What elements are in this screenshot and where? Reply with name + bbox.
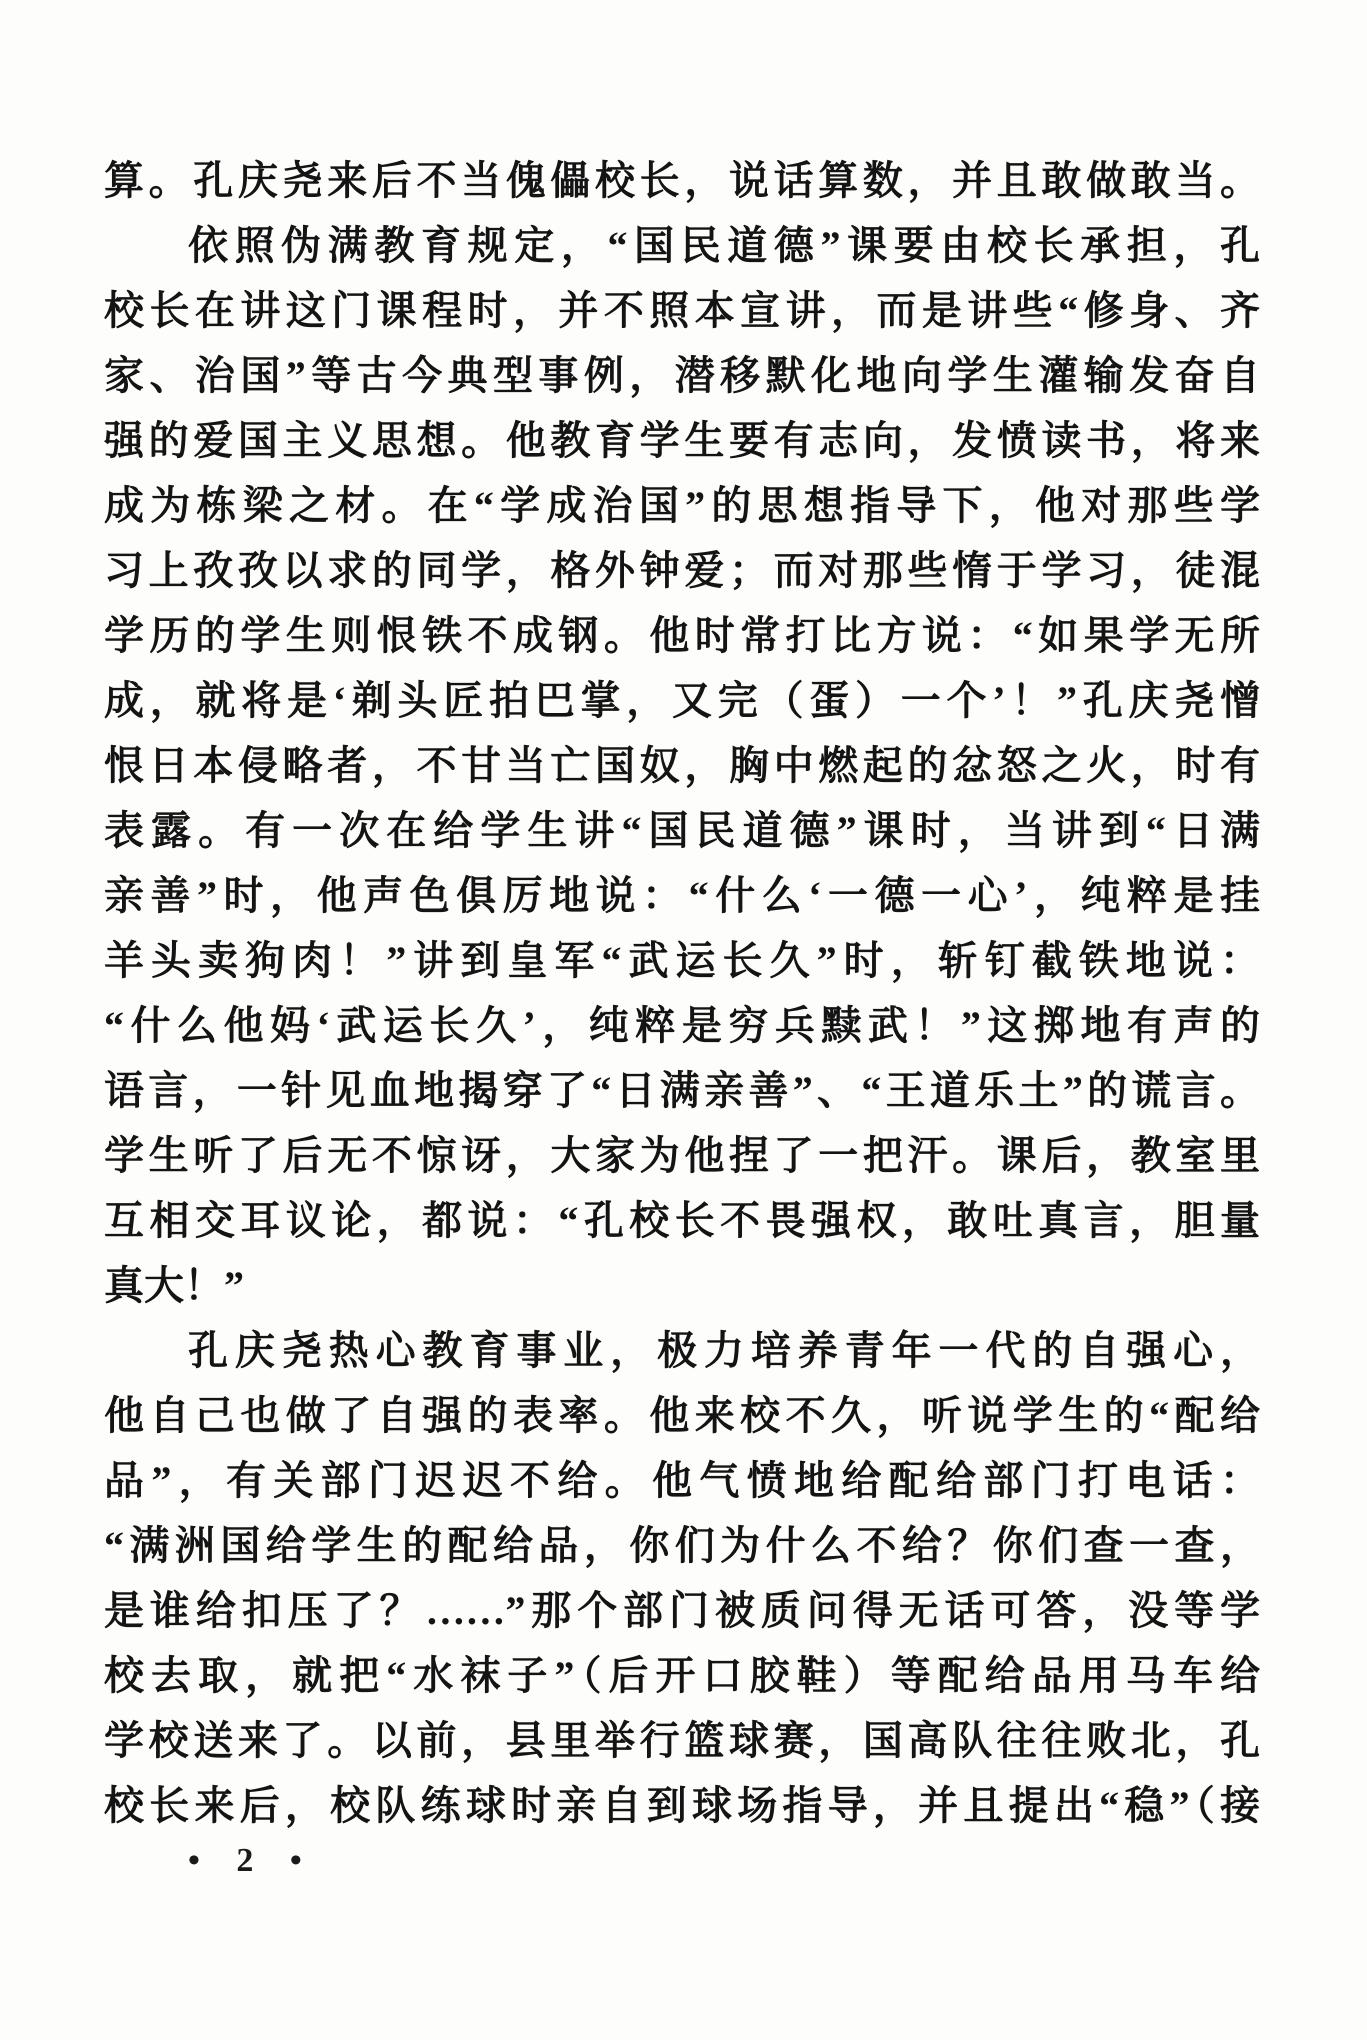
text-line: 学历的学生则恨铁不成钢。他时常打比方说：“如果学无所 [104,613,1260,658]
text-line: 校长来后，校队练球时亲自到球场指导，并且提出“稳”（接 [104,1783,1260,1828]
text-line: 羊头卖狗肉！”讲到皇军“武运长久”时，斩钉截铁地说： [104,938,1260,983]
text-line: 算。孔庆尧来后不当傀儡校长，说话算数，并且敢做敢当。 [104,158,1260,203]
text-line: 恨日本侵略者，不甘当亡国奴，胸中燃起的忿怒之火，时有 [104,743,1260,788]
text-line: 习上孜孜以求的同学，格外钟爱；而对那些惰于学习，徒混 [104,548,1260,593]
text-line: 品”，有关部门迟迟不给。他气愤地给配给部门打电话： [104,1458,1260,1503]
text-line: “什么他妈‘武运长久’，纯粹是穷兵黩武！”这掷地有声的 [104,1003,1260,1048]
text-line: 学校送来了。以前，县里举行篮球赛，国高队往往败北，孔 [104,1718,1260,1763]
text-line: 互相交耳议论，都说：“孔校长不畏强权，敢吐真言，胆量 [104,1198,1260,1243]
text-line: 校去取，就把“水袜子”（后开口胶鞋）等配给品用马车给 [104,1653,1260,1698]
text-line: 学生听了后无不惊讶，大家为他捏了一把汗。课后，教室里 [104,1133,1260,1178]
text-line: 是谁给扣压了？……”那个部门被质问得无话可答，没等学 [104,1588,1260,1633]
text-line: 家、治国”等古今典型事例，潜移默化地向学生灌输发奋自 [104,353,1260,398]
text-line: 成，就将是‘剃头匠拍巴掌，又完（蛋）一个’！”孔庆尧憎 [104,678,1260,723]
text-line: “满洲国给学生的配给品，你们为什么不给？你们查一查， [104,1523,1260,1568]
text-line: 亲善”时，他声色俱厉地说：“什么‘一德一心’，纯粹是挂 [104,873,1260,918]
text-line: 强的爱国主义思想。他教育学生要有志向，发愤读书，将来 [104,418,1260,463]
text-line: 依照伪满教育规定，“国民道德”课要由校长承担，孔 [188,223,1260,268]
text-line: 真大！” [104,1263,244,1308]
text-line: 校长在讲这门课程时，并不照本宣讲，而是讲些“修身、齐 [104,288,1260,333]
text-line: 语言，一针见血地揭穿了“日满亲善”、“王道乐土”的谎言。 [104,1068,1260,1113]
text-line: 他自己也做了自强的表率。他来校不久，听说学生的“配给 [104,1393,1260,1438]
text-line: 孔庆尧热心教育事业，极力培养青年一代的自强心， [188,1328,1260,1373]
text-line: 成为栋梁之材。在“学成治国”的思想指导下，他对那些学 [104,483,1260,528]
page-number: • 2 • [188,1842,316,1879]
text-line: 表露。有一次在给学生讲“国民道德”课时，当讲到“日满 [104,808,1260,853]
body-text [104,148,1260,1838]
